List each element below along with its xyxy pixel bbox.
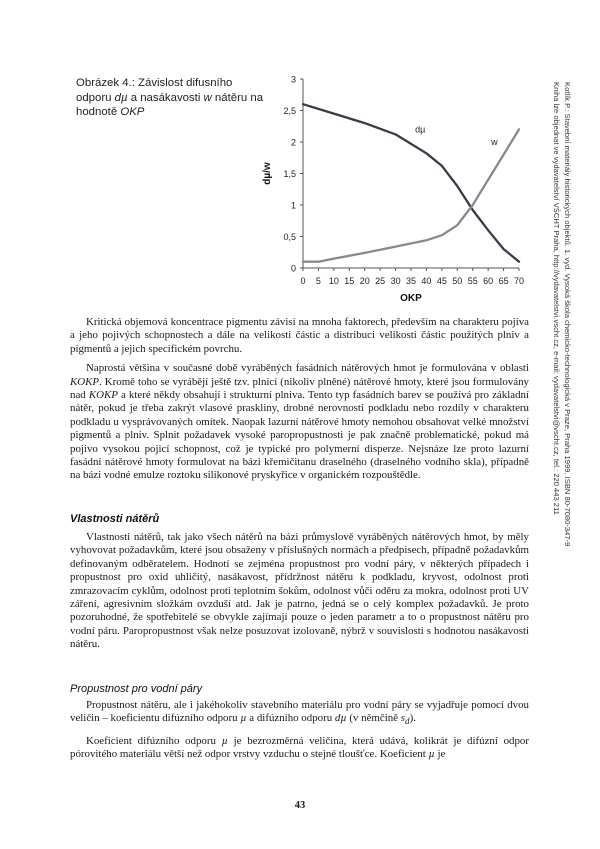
paragraph (70, 735, 529, 762)
term: KOKP (88, 389, 118, 402)
text-run: a difúzního odporu (246, 712, 335, 725)
y-tick-label: 0 (290, 263, 296, 274)
x-tick-label: 50 (452, 276, 463, 286)
y-tick-label: 2,5 (283, 106, 296, 116)
x-tick-label: 25 (375, 276, 386, 286)
caption-symbol: OKP (120, 106, 145, 118)
x-tick-label: 0 (300, 276, 306, 286)
figure-caption (76, 76, 266, 120)
chart-labels (262, 75, 524, 305)
term: KOKP (70, 375, 100, 388)
text-run: Propustnost nátěru, ale i jakéhokoliv stavebního materiálu pro vodní páry se vyjadřuje pomocí dvou veličin – koeficientu difúzního odporu (70, 699, 529, 725)
text-run: je bezrozměrná veličina, která udává, kolikrát je difúzní odpor pórovitého materiálu větší než odpor vrstvy vzduchu o stejné tloušťce. Koeficient (70, 734, 529, 761)
section-heading: Vlastnosti nátěrů (70, 513, 160, 525)
x-axis-title: OKP (400, 293, 422, 304)
x-tick-label: 5 (315, 276, 321, 286)
symbol: µ (428, 748, 435, 761)
symbol: dµ (334, 712, 347, 725)
x-tick-label: 15 (344, 276, 355, 286)
series-label-dmu: dµ (415, 124, 426, 135)
x-tick-label: 35 (405, 276, 417, 286)
text-run: a které někdy obsahují i strukturní plniva. Tento typ fasádních barev se používá pro základní nátěr, pokud je třeba zakrýt vlasové praskliny, drobné nerovnosti podkladu nebo rozdíly v charakteru podkladu u vysprávovaných omítek. Naopak lazurní nátěrové hmoty nemohou obsahovat velké množství pigmentů a plniv. Splnit požadavek vysoké paropropustnosti je pak značně problematické, pokud má pojivo vysokou pojicí schopnost, což je typické pro polymerní disperze. Nejsnáze lze proto lazurní fasádní nátěrové hmoty formulovat na bázi křemičitanu draselného (draselného vodního skla), případně na bázi vodné emulze roztoku silikonové pryskyřice v organickém rozpouštědle. (70, 389, 529, 482)
x-tick-label: 30 (390, 276, 401, 286)
series-line-w (303, 129, 519, 261)
paragraph: Kritická objemová koncentrace pigmentu závisí na mnoha faktorech, především na charakteru pojiva a jeho pojivých schopnostech a dále na velikosti částic a distribuci velikosti částic použitých plniv a pigmentů a jejich specifickém povrchu. (70, 316, 529, 355)
series-label-w: w (491, 137, 498, 148)
caption-symbol: w (203, 91, 212, 104)
x-tick-label: 45 (436, 276, 447, 286)
x-tick-label: 40 (421, 276, 432, 286)
caption-text: a nasákavosti (127, 91, 204, 104)
symbol: µ (221, 734, 228, 747)
side-citation (549, 82, 573, 578)
page-number: 43 (294, 800, 306, 811)
y-tick-label: 2 (290, 137, 296, 148)
symbol: µ (240, 712, 247, 725)
side-citation-line: Kniha lze objednat ve vydavatelství VŠCHT Praha, http://vydavatelstvi.vscht.cz, e-mail: vydavatelstvi@vscht.cz, tel.: 220 443 211 (552, 82, 561, 515)
x-tick-label: 55 (467, 276, 478, 286)
chart-axes (300, 79, 519, 271)
caption-text: nátěru na hodnotě (76, 91, 264, 118)
y-tick-label: 1 (290, 200, 296, 211)
body-block-2 (70, 531, 529, 658)
line-chart (0, 0, 600, 320)
x-tick-label: 70 (513, 276, 525, 286)
chart-series (303, 104, 519, 262)
text-run: ). (409, 712, 416, 725)
body-block-1 (70, 316, 529, 489)
y-tick-label: 3 (290, 74, 296, 85)
x-tick-label: 10 (328, 276, 339, 286)
series-line-dmu (303, 104, 519, 262)
text-run: (v němčině (346, 712, 401, 725)
side-citation-line: Kotlík P.: Stavební materiály historických objektů. 1. vyd. Vysoká škola chemicko-technologická v Praze, Praha 1999. ISBN 80-7080-347-9 (563, 82, 572, 547)
symbol: s (400, 712, 406, 725)
text-run: Koeficient difúzního odporu (86, 734, 222, 747)
text-run: Naprostá většina v současné době vyráběných fasádních nátěrových hmot je formulována v oblasti (86, 362, 529, 375)
subsection-heading: Propustnost pro vodní páry (70, 683, 203, 695)
body-block-3 (70, 699, 529, 768)
x-tick-label: 20 (359, 276, 370, 286)
symbol-subscript: d (405, 716, 410, 727)
x-tick-label: 60 (483, 276, 494, 286)
x-tick-label: 65 (498, 276, 509, 286)
text-run: je (434, 748, 446, 761)
caption-symbol: dµ (114, 91, 128, 104)
paragraph: Vlastnosti nátěrů, tak jako všech nátěrů na bázi průmyslově vyráběných nátěrových hmot, by měly vyhovovat požadavkům, které jsou obsaženy v příslušných normách a předpisech, případně požadavkům definovaným odběratelem. Hodnotí se zejména propustnost pro vodní páry, v některých případech i propustnost pro oxid uhličitý, nasákavost, přídržnost nátěru k podkladu, kryvost, odolnost proti zmrazovacím cyklům, odolnost proti teplotním šokům, odolnost vůči oděru za mokra, odolnost proti UV záření, agresivním složkám ovzduší atd. Jak je patrno, jedná se o celý komplex požadavků. Je proto pozoruhodné, že spotřebitelé se obvykle zajímají pouze o jeden parametr a to o propustnost nátěru pro vodní páru. Paropropustnost však nelze posuzovat izolovaně, nýbrž v souvislosti s hodnotou nasákavosti nátěru. (70, 531, 529, 651)
paragraph (70, 362, 529, 483)
y-tick-label: 0,5 (283, 232, 296, 242)
y-axis-title: dµ/w (262, 162, 273, 185)
text-run: . Kromě toho se vyrábějí ještě tzv. plnící (nikoliv plněné) nátěrové hmoty, které jsou formulovány nad (70, 375, 529, 402)
caption-text: Obrázek 4.: Závislost difusního odporu (76, 77, 233, 104)
paragraph (70, 699, 529, 729)
y-tick-label: 1,5 (283, 169, 296, 179)
